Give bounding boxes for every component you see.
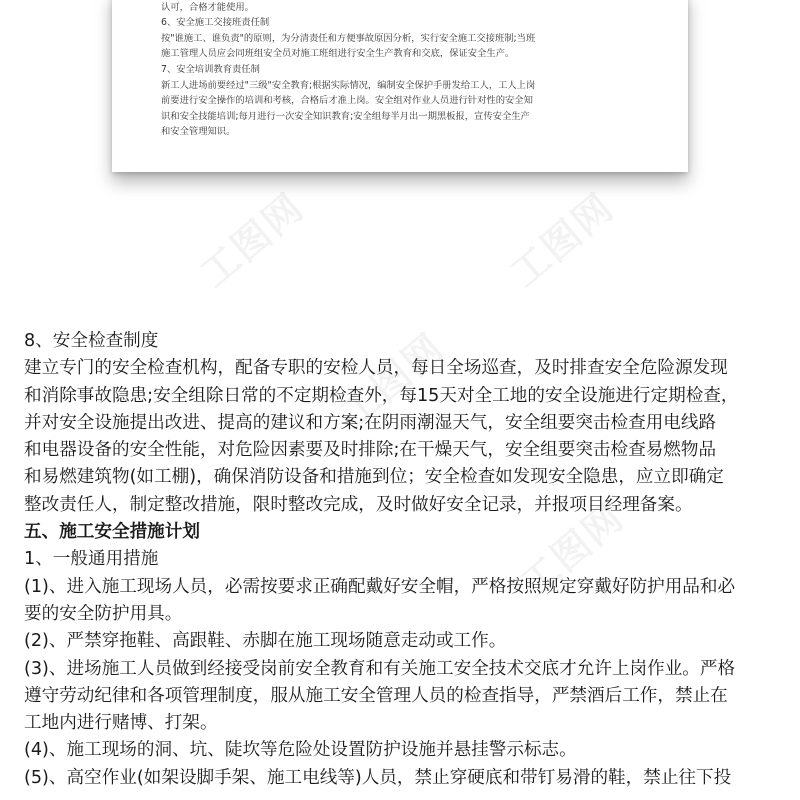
preview-line: 前要进行安全操作的培训和考核，合格后才准上岗。安全组对作业人员进行针对性的安全知	[161, 95, 533, 107]
preview-line: 新工人进场前要经过"三级"安全教育;根据实际情况，编制安全保护手册发给工人，工人上岗	[161, 79, 536, 91]
watermark: 工图网	[502, 184, 623, 296]
paragraph-line: (3)、进场施工人员做到经接受岗前安全教育和有关施工安全技术交底才允许上岗作业。严格	[24, 658, 736, 679]
watermark: 工图网	[192, 184, 313, 296]
watermark: 工图网	[512, 494, 633, 606]
document-body	[24, 328, 784, 792]
preview-line: 6、安全施工交接班责任制	[161, 17, 270, 29]
paragraph-line: 工地内进行赌博、打架。	[24, 713, 218, 734]
section-heading: 8、安全检查制度	[24, 331, 159, 351]
preview-line: 7、安全培训教育责任制	[161, 63, 260, 75]
paragraph-line: 和电器设备的安全性能，对危险因素要及时排除;在干燥天气，安全组要突击检查易燃物品	[24, 440, 717, 461]
preview-line: 和安全管理知识。	[161, 126, 236, 138]
paragraph-line: 并对安全设施提出改进、提高的建议和方案;在阴雨潮湿天气，安全组要突击检查用电线路	[24, 412, 717, 433]
paragraph-line: (2)、严禁穿拖鞋、高跟鞋、赤脚在施工现场随意走动或工作。	[24, 631, 507, 652]
document-preview-card	[112, 0, 688, 172]
paragraph-line: 建立专门的安全检查机构，配备专职的安检人员，每日全场巡查，及时排查安全危险源发现	[24, 358, 728, 379]
paragraph-line: 和易燃建筑物(如工棚)，确保消防设备和措施到位；安全检查如发现安全隐患，应立即确定	[24, 467, 724, 488]
paragraph-line: (4)、施工现场的洞、坑、陡坎等危险处设置防护设施并悬挂警示标志。	[24, 740, 577, 761]
preview-line: 按"谁施工、谁负责"的原则，为分清责任和方便事故原因分析，实行安全施工交接班制;当班	[161, 32, 536, 44]
paragraph-line: 要的安全防护用具。	[24, 603, 183, 624]
preview-line: 施工管理人员应会同班组安全员对施工班组进行安全生产教育和交底，保证安全生产。	[161, 48, 515, 60]
section-heading: 1、一般通用措施	[24, 549, 159, 570]
chapter-heading: 五、施工安全措施计划	[24, 522, 200, 543]
preview-line: 识和安全技能培训;每月进行一次安全知识教育;安全组每半月出一期黑板报，宣传安全生产	[161, 110, 530, 122]
paragraph-line: (5)、高空作业(如架设脚手架、施工电线等)人员，禁止穿硬底和带钉易滑的鞋，禁止往下投	[24, 767, 732, 788]
paragraph-line: 整改责任人，制定整改措施，限时整改完成，及时做好安全记录，并报项目经理备案。	[24, 494, 693, 515]
watermark: 工图网	[332, 324, 453, 436]
paragraph-line: 遵守劳动纪律和各项管理制度，服从施工安全管理人员的检查指导，严禁酒后工作，禁止在	[24, 685, 728, 706]
paragraph-line: 和消除事故隐患;安全组除日常的不定期检查外，每15天对全工地的安全设施进行定期检查，	[24, 385, 739, 406]
paragraph-line: (1)、进入施工现场人员，必需按要求正确配戴好安全帽，严格按照规定穿戴好防护用品和必	[24, 576, 736, 597]
preview-line: 认可，合格才能使用。	[161, 1, 254, 13]
preview-text	[161, 0, 651, 140]
